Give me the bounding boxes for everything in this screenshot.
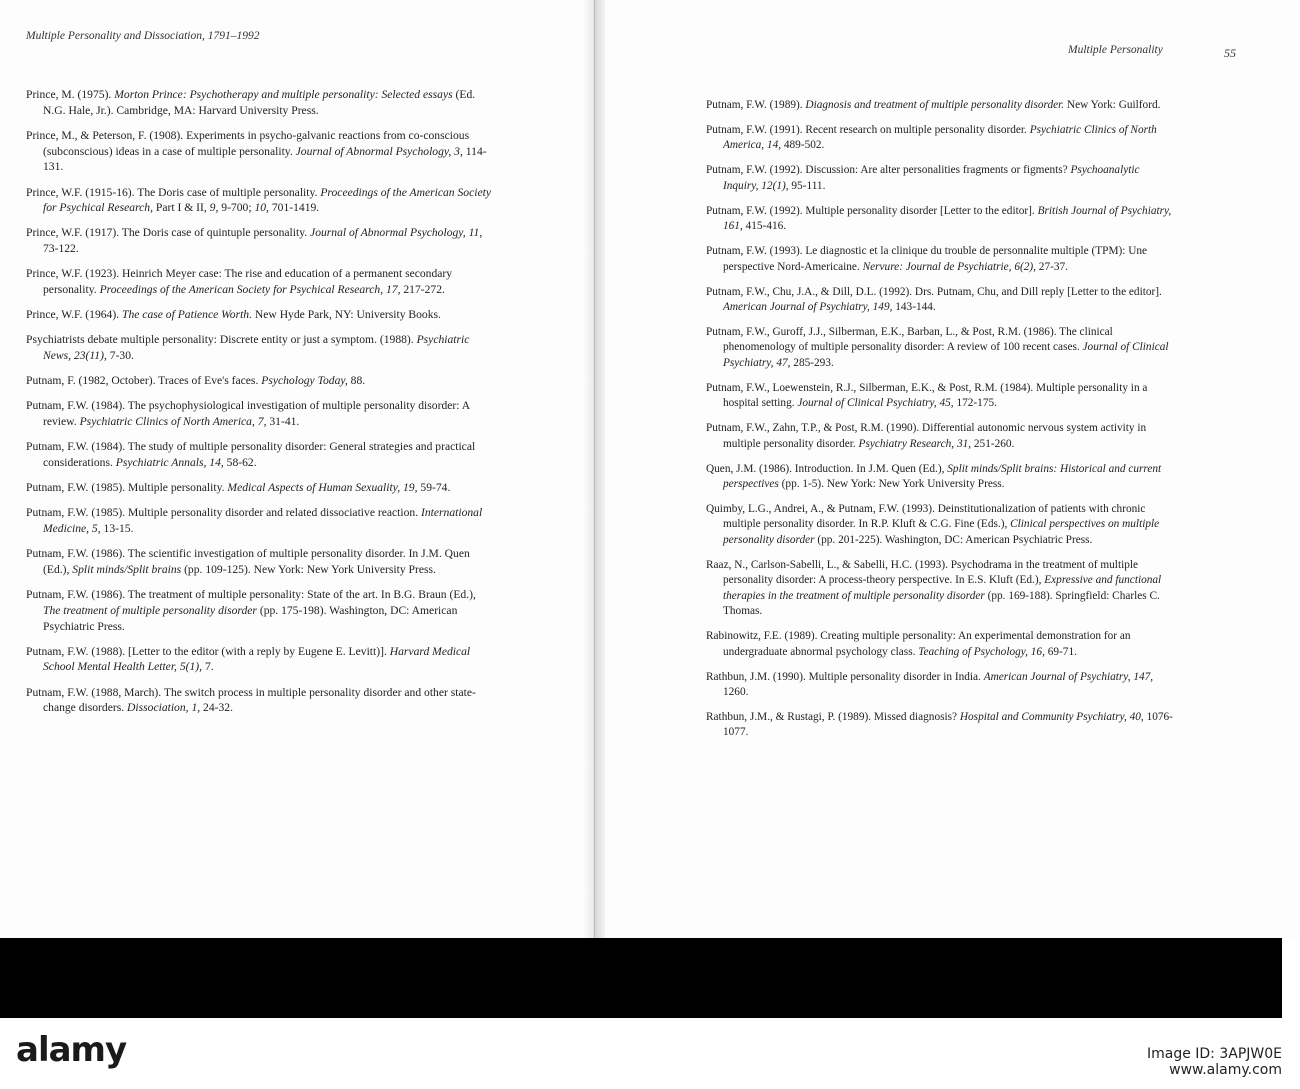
reference-text: Prince, W.F. (1964). xyxy=(26,308,123,322)
reference-text: Rabinowitz, F.E. (1989). Creating multiple personality: An experimental demonstration for an undergraduate abnormal psychology class. xyxy=(706,630,1131,658)
reference-title: Psychology Today, xyxy=(261,374,348,388)
left-reference-list xyxy=(26,87,496,725)
reference-entry xyxy=(706,558,1176,620)
reference-entry xyxy=(26,439,496,471)
reference-title: Diagnosis and treatment of multiple personality disorder. xyxy=(805,99,1065,111)
reference-entry xyxy=(26,685,496,717)
reference-text: 251-260. xyxy=(971,437,1015,450)
reference-text: Putnam, F.W., Zahn, T.P., & Post, R.M. (1990). Differential autonomic nervous system activity in multiple personality disorder. xyxy=(706,422,1147,450)
reference-title: Morton Prince: Psychotherapy and multiple personality: Selected essays xyxy=(114,88,453,101)
reference-text: Putnam, F.W. (1989). xyxy=(706,99,806,111)
reference-text: Raaz, N., Carlson-Sabelli, L., & Sabelli, H.C. (1993). Psychodrama in the treatment of multiple personality disorder: A process-theory perspective. In E.S. Kluft (Ed.), xyxy=(706,558,1139,587)
reference-entry xyxy=(706,502,1176,548)
reference-entry xyxy=(26,128,496,175)
reference-title: Clinical perspectives on multiple personality disorder xyxy=(723,518,1160,546)
reference-entry xyxy=(26,587,496,634)
reference-entry xyxy=(26,480,496,496)
reference-text: Putnam, F.W. (1985). Multiple personality disorder and related dissociative reaction. xyxy=(26,506,421,520)
reference-title: 10, xyxy=(254,201,269,215)
reference-text: (pp. 109-125). New York: New York University Press. xyxy=(181,562,436,576)
reference-text: New Hyde Park, NY: University Books. xyxy=(252,308,441,322)
brand-strip xyxy=(0,1018,1300,1089)
reference-entry xyxy=(26,505,496,537)
reference-entry xyxy=(26,185,496,217)
reference-text: Putnam, F.W. (1986). The scientific investigation of multiple personality disorder. In J.M. Quen (Ed.), xyxy=(26,547,470,576)
reference-text: Quen, J.M. (1986). Introduction. In J.M. Quen (Ed.), xyxy=(706,462,948,475)
reference-text: (pp. 169-188). Springfield: Charles C. Thomas. xyxy=(723,589,1160,618)
reference-text: 27-37. xyxy=(1035,260,1068,273)
reference-entry xyxy=(706,244,1176,275)
reference-text: Putnam, F.W. (1991). Recent research on multiple personality disorder. xyxy=(706,124,1030,136)
reference-text: 88. xyxy=(347,374,366,388)
reference-entry xyxy=(26,225,496,257)
reference-entry xyxy=(706,163,1176,194)
reference-text: Putnam, F.W. (1986). The treatment of multiple personality: State of the art. In B.G. Braun (Ed.), xyxy=(26,587,476,601)
reference-text: Putnam, F.W. (1984). The study of multiple personality disorder: General strategies and practical considerations. xyxy=(26,440,476,470)
reference-title: Journal of Clinical Psychiatry, 45, xyxy=(797,397,954,410)
reference-text: 285-293. xyxy=(790,356,834,369)
corner-gap xyxy=(1282,938,1300,1018)
reference-title: Psychoanalytic Inquiry, 12(1), xyxy=(723,164,1140,192)
reference-title: Medical Aspects of Human Sexuality, 19, xyxy=(227,481,418,495)
reference-title: Split minds/Split brains: Historical and current perspectives xyxy=(723,462,1162,491)
reference-entry xyxy=(706,325,1176,371)
reference-text: 7-30. xyxy=(106,349,134,363)
reference-text: 217-272. xyxy=(400,283,445,297)
reference-text: 1076-1077. xyxy=(723,710,1173,739)
reference-entry xyxy=(26,307,496,323)
brand-logo: alamy xyxy=(16,1030,127,1070)
reference-entry xyxy=(706,421,1176,452)
reference-entry xyxy=(706,98,1176,113)
reference-title: Proceedings of the American Society for Psychical Research, 17, xyxy=(99,283,401,297)
reference-text: Prince, M. (1975). xyxy=(26,88,115,101)
left-running-head: Multiple Personality and Dissociation, 1791–1992 xyxy=(26,30,260,42)
image-id: Image ID: 3APJW0E xyxy=(1146,1046,1282,1062)
reference-title: Psychiatric Annals, 14, xyxy=(115,456,224,470)
reference-text: 114-131. xyxy=(43,144,487,174)
reference-text: Rathbun, J.M., & Rustagi, P. (1989). Missed diagnosis? xyxy=(706,710,960,723)
reference-text: Rathbun, J.M. (1990). Multiple personality disorder in India. xyxy=(706,670,984,683)
reference-text: Putnam, F.W., Guroff, J.J., Silberman, E.K., Barban, L., & Post, R.M. (1986). The clinical phenomenology of multiple personality disorder: A review of 100 recent cases. xyxy=(706,326,1113,354)
reference-text: 489-502. xyxy=(781,139,825,152)
reference-text: 701-1419. xyxy=(268,201,320,215)
watermark-footer xyxy=(0,938,1300,1089)
reference-entry xyxy=(706,670,1176,701)
reference-text: (pp. 1-5). New York: New York University Press. xyxy=(778,478,1005,491)
reference-text: 59-74. xyxy=(417,481,451,495)
reference-title: Journal of Clinical Psychiatry, 47, xyxy=(723,341,1169,369)
reference-title: American Journal of Psychiatry, 147, xyxy=(983,670,1154,683)
reference-text: Putnam, F.W. (1993). Le diagnostic et la clinique du trouble de personnalite multiple (TPM): Une perspective Nord-Americaine. xyxy=(706,245,1148,273)
reference-title: Dissociation, 1, xyxy=(127,701,201,715)
reference-text: (Ed. N.G. Hale, Jr.). Cambridge, MA: Harvard University Press. xyxy=(43,88,476,117)
reference-text: 95-111. xyxy=(788,179,826,192)
black-band xyxy=(0,938,1282,1018)
site-info xyxy=(1147,1046,1282,1078)
reference-text: 172-175. xyxy=(953,397,997,410)
reference-entry xyxy=(706,462,1176,493)
reference-text: 1260. xyxy=(723,685,749,698)
reference-title: The treatment of multiple personality disorder xyxy=(43,603,257,617)
reference-text: 9-700; xyxy=(218,201,255,215)
site-url: www.alamy.com xyxy=(1169,1062,1282,1078)
reference-text: Quimby, L.G., Andrei, A., & Putnam, F.W. (1993). Deinstitutionalization of patients with chronic multiple personality disorder. In R.P. Kluft & C.G. Fine (Eds.), xyxy=(706,503,1146,531)
reference-entry xyxy=(26,266,496,298)
reference-text: (pp. 201-225). Washington, DC: American Psychiatric Press. xyxy=(814,533,1093,546)
reference-title: Journal of Abnormal Psychology, 11, xyxy=(310,226,483,240)
reference-title: The case of Patience Worth. xyxy=(122,308,252,322)
reference-title: Proceedings of the American Society for Psychical Research, xyxy=(43,185,491,215)
reference-title: Harvard Medical School Mental Health Letter, 5(1), xyxy=(43,644,471,674)
reference-text: Prince, W.F. (1917). The Doris case of quintuple personality. xyxy=(26,226,311,240)
reference-title: Expressive and functional therapies in the treatment of multiple personality disorder xyxy=(723,574,1162,602)
reference-entry xyxy=(706,710,1176,741)
reference-title: Psychiatric News, 23(11), xyxy=(43,333,470,363)
page-number: 55 xyxy=(1224,46,1236,60)
reference-entry xyxy=(26,644,496,676)
reference-entry xyxy=(26,546,496,578)
reference-text: 143-144. xyxy=(892,301,936,314)
reference-entry xyxy=(26,332,496,364)
reference-title: Hospital and Community Psychiatry, 40, xyxy=(959,710,1144,723)
reference-entry xyxy=(26,87,496,119)
reference-text: Putnam, F.W. (1985). Multiple personality. xyxy=(26,481,228,495)
reference-text: New York: Guilford. xyxy=(1064,99,1161,111)
reference-entry xyxy=(706,204,1176,235)
reference-text: Psychiatrists debate multiple personality: Discrete entity or just a symptom. (1988). xyxy=(26,333,417,347)
reference-entry xyxy=(706,285,1176,316)
reference-text: Part I & II, xyxy=(153,201,210,215)
reference-text: Putnam, F.W. (1992). Multiple personality disorder [Letter to the editor]. xyxy=(706,204,1038,217)
gutter-crease xyxy=(594,0,595,940)
reference-text: Prince, W.F. (1923). Heinrich Meyer case: The rise and education of a permanent secondary personality. xyxy=(26,267,453,297)
reference-text: Prince, M., & Peterson, F. (1908). Experiments in psycho-galvanic reactions from co-conscious (subconscious) ideas in a case of multiple personality. xyxy=(26,128,470,158)
reference-text: 24-32. xyxy=(200,701,233,715)
reference-entry xyxy=(706,629,1176,660)
reference-text: Putnam, F.W., Chu, J.A., & Dill, D.L. (1992). Drs. Putnam, Chu, and Dill reply [Letter to the editor]. xyxy=(706,285,1162,298)
reference-entry xyxy=(26,398,496,430)
reference-text: 31-41. xyxy=(266,415,300,429)
reference-text: 7. xyxy=(202,660,214,674)
reference-text: Prince, W.F. (1915-16). The Doris case of multiple personality. xyxy=(26,185,321,199)
reference-title: Psychiatry Research, 31, xyxy=(858,437,972,450)
reference-title: Psychiatric Clinics of North America, 7, xyxy=(79,415,267,429)
reference-text: 415-416. xyxy=(742,220,787,233)
reference-title: Journal of Abnormal Psychology, 3, xyxy=(295,144,463,158)
reference-text: Putnam, F.W., Loewenstein, R.J., Silberman, E.K., & Post, R.M. (1984). Multiple personality in a hospital setting. xyxy=(706,381,1148,410)
reference-title: 9, xyxy=(209,201,219,215)
reference-title: British Journal of Psychiatry, 161, xyxy=(723,204,1172,233)
reference-entry xyxy=(706,123,1176,154)
right-reference-list xyxy=(706,98,1176,750)
reference-text: Putnam, F.W. (1984). The psychophysiological investigation of multiple personality disorder: A review. xyxy=(26,399,470,429)
reference-text: 13-15. xyxy=(100,522,134,535)
reference-entry xyxy=(706,381,1176,412)
reference-title: Split minds/Split brains xyxy=(72,562,182,576)
reference-title: International Medicine, 5, xyxy=(43,506,483,535)
reference-title: Teaching of Psychology, 16, xyxy=(918,645,1045,658)
reference-title: Nervure: Journal de Psychiatrie, 6(2), xyxy=(862,260,1036,273)
reference-text: 69-71. xyxy=(1044,645,1077,658)
reference-text: Putnam, F.W. (1988, March). The switch process in multiple personality disorder and other state-change disorders. xyxy=(26,685,476,715)
reference-text: Putnam, F. (1982, October). Traces of Eve's faces. xyxy=(26,374,262,388)
reference-title: American Journal of Psychiatry, 149, xyxy=(723,301,893,314)
reference-text: Putnam, F.W. (1988). [Letter to the editor (with a reply by Eugene E. Levitt)]. xyxy=(26,644,390,658)
reference-text: Putnam, F.W. (1992). Discussion: Are alter personalities fragments or figments? xyxy=(706,164,1071,177)
right-running-head: Multiple Personality xyxy=(1068,44,1163,56)
reference-text: (pp. 175-198). Washington, DC: American Psychiatric Press. xyxy=(43,603,458,633)
reference-entry xyxy=(26,373,496,389)
reference-text: 58-62. xyxy=(223,456,257,470)
reference-title: Psychiatric Clinics of North America, 14, xyxy=(723,124,1157,152)
reference-text: 73-122. xyxy=(43,242,79,256)
